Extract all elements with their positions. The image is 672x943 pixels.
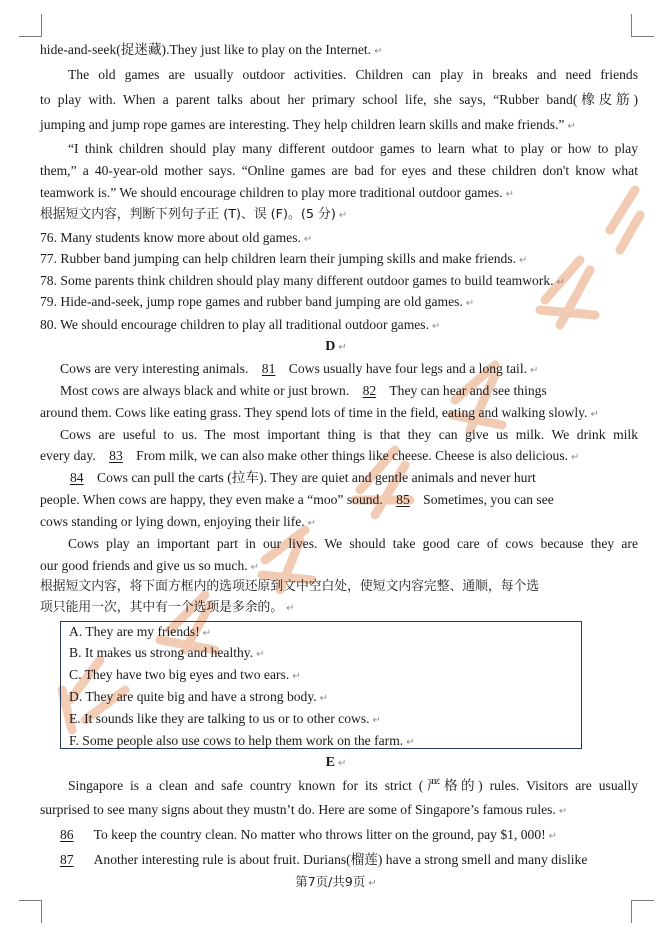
e-line-2: surprised to see many signs about they mustn’t do. Here are some of Singapore’s famous rules. ↵	[40, 802, 568, 817]
crop-mark-top-right	[631, 14, 654, 37]
page-footer: 第7页/共9页 ↵	[295, 874, 377, 889]
blank-87[interactable]: 87	[60, 852, 74, 867]
section-title-d: D ↵	[325, 339, 347, 354]
d-line-10: our good friends and give us so much. ↵	[40, 558, 260, 573]
instruction-d-1: 根据短文内容，将下面方框内的选项还原到文中空白处，使短文内容完整、通顺，每个选	[40, 579, 540, 594]
crop-mark-bottom-left	[19, 900, 42, 923]
text-line-2: The old games are usually outdoor activities. Children can play in breaks and need friends	[68, 67, 638, 82]
d-line-2: Most cows are always black and white or just brown. 82 They can hear and see things	[60, 383, 547, 398]
option-b: B. It makes us strong and healthy. ↵	[69, 645, 265, 660]
e-line-3: 86 To keep the country clean. No matter who throws litter on the ground, pay $1, 000! ↵	[40, 827, 638, 845]
option-e: E. It sounds like they are talking to us or to other cows. ↵	[69, 711, 381, 726]
d-line-3: around them. Cows like eating grass. They spend lots of time in the field, eating and walking slowly. ↵	[40, 405, 599, 420]
d-line-6: 84 Cows can pull the carts (拉车). They are quiet and gentle animals and never hurt	[40, 470, 638, 486]
crop-mark-top-left	[19, 14, 42, 37]
text-line-1: hide-and-seek(捉迷藏).They just like to play on the Internet. ↵	[40, 42, 383, 57]
d-line-5: every day. 83 From milk, we can also make other things like cheese. Cheese is also delicious. ↵	[40, 448, 580, 463]
crop-mark-bottom-right	[631, 900, 654, 923]
blank-84[interactable]: 84	[70, 470, 84, 485]
d-line-9: Cows play an important part in our lives. We should take good care of cows because they are	[68, 536, 638, 551]
question-79: 79. Hide-and-seek, jump rope games and rubber band jumping are old games. ↵	[40, 294, 475, 309]
instruction-d-2: 项只能用一次，其中有一个选项是多余的。 ↵	[40, 600, 295, 615]
e-line-4: 87 Another interesting rule is about fruit. Durians(榴莲) have a strong smell and many dislike	[40, 852, 638, 868]
option-c: C. They have two big eyes and two ears. ↵	[69, 667, 301, 682]
d-line-4: Cows are useful to us. The most important thing is that they can give us milk. We drink milk	[60, 427, 638, 442]
blank-86[interactable]: 86	[60, 827, 74, 842]
d-line-1: Cows are very interesting animals. 81 Cows usually have four legs and a long tail. ↵	[60, 361, 539, 376]
option-d: D. They are quite big and have a strong body. ↵	[69, 689, 329, 704]
d-line-8: cows standing or lying down, enjoying their life. ↵	[40, 514, 317, 529]
e-line-1: Singapore is a clean and safe country known for its strict (严格的) rules. Visitors are usually	[68, 778, 638, 793]
text-line-5: “I think children should play many different outdoor games to learn what to play or how to play	[68, 141, 638, 156]
d-line-7: people. When cows are happy, they even make a “moo” sound. 85 Sometimes, you can see	[40, 492, 554, 507]
text-line-4: jumping and jump rope games are interesting. They help children learn skills and make friends.” ↵	[40, 117, 576, 132]
text-line-6: them,” a 40-year-old mother says. “Online games are bad for eyes and these children don't know what	[40, 163, 638, 178]
option-a: A. They are my friends! ↵	[69, 624, 212, 639]
text-line-3: to play with. When a parent talks about her primary school life, she says, “Rubber band(橡皮筋)	[40, 92, 638, 107]
option-f: F. Some people also use cows to help them work on the farm. ↵	[69, 733, 415, 748]
question-76: 76. Many students know more about old games. ↵	[40, 230, 313, 245]
text-line-7: teamwork is.” We should encourage children to play more traditional outdoor games. ↵	[40, 185, 514, 200]
instruction-c: 根据短文内容，判断下列句子正 (T)、误 (F)。(5 分) ↵	[40, 207, 348, 222]
section-title-e: E ↵	[325, 755, 347, 770]
question-77: 77. Rubber band jumping can help children learn their jumping skills and make friends. ↵	[40, 251, 528, 266]
blank-83[interactable]: 83	[109, 448, 123, 463]
question-78: 78. Some parents think children should play many different outdoor games to build teamwork. ↵	[40, 273, 565, 288]
blank-81[interactable]: 81	[261, 361, 276, 376]
question-80: 80. We should encourage children to play all traditional outdoor games. ↵	[40, 317, 441, 332]
blank-85[interactable]: 85	[396, 492, 410, 507]
blank-82[interactable]: 82	[362, 383, 377, 398]
